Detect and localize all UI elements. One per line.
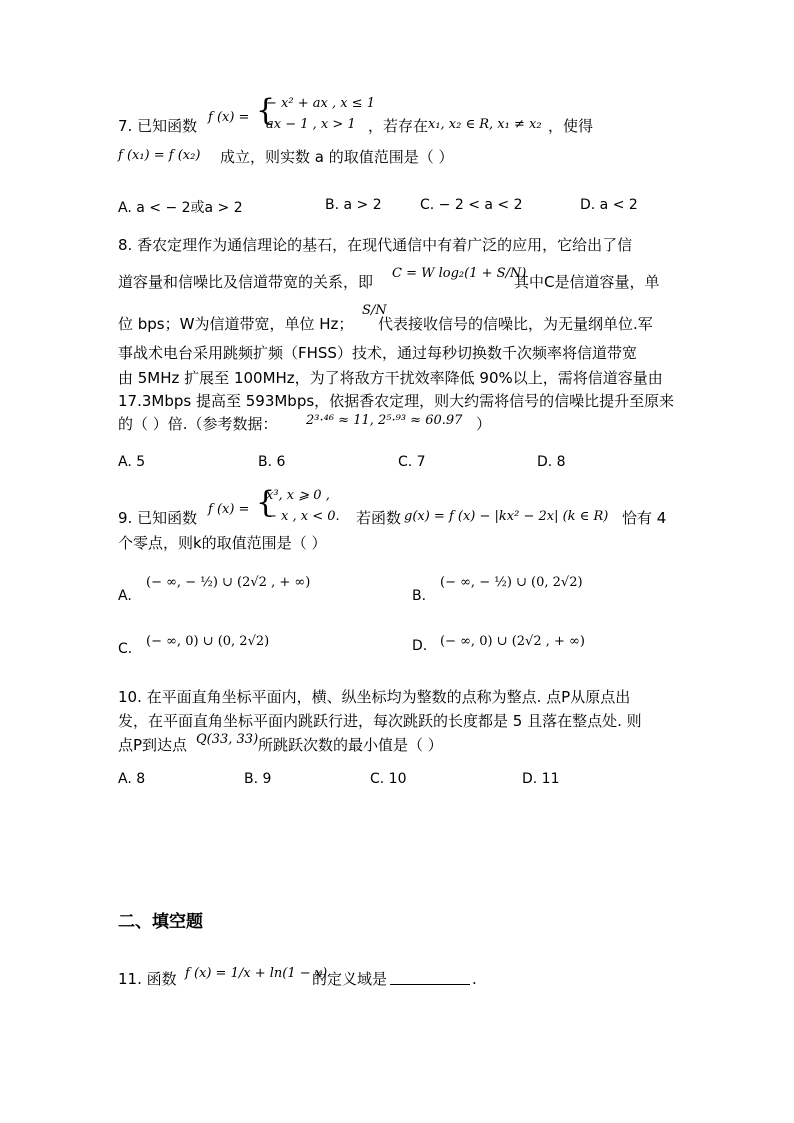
q11-lead: 11. 函数 bbox=[118, 970, 177, 988]
q7-tail: ，使得 bbox=[548, 117, 594, 135]
q7-case1: − x² + ax , x ≤ 1 bbox=[266, 96, 375, 111]
q9-lead: 9. 已知函数 bbox=[118, 509, 198, 527]
q9-mid: 若函数 bbox=[356, 509, 402, 527]
section-heading: 二、填空题 bbox=[118, 912, 203, 932]
q7-option-d: D. a < 2 bbox=[580, 197, 638, 213]
q7-case2: ax − 1 , x > 1 bbox=[266, 117, 356, 132]
q7-brace: { bbox=[256, 93, 276, 128]
q9-option-a-label: A. bbox=[118, 588, 132, 604]
q9-case2: − x , x < 0. bbox=[266, 509, 340, 524]
q10-line1: 10. 在平面直角坐标平面内，横、纵坐标均为整数的点称为整点. 点P从原点出 bbox=[118, 688, 631, 706]
q9-gx: g(x) = f (x) − |kx² − 2x| (k ∈ R) bbox=[404, 509, 609, 524]
q10-option-b: B. 9 bbox=[244, 771, 272, 787]
q7-cond: x₁, x₂ ∈ R, x₁ ≠ x₂ bbox=[428, 117, 542, 132]
q10-point-q: Q(33, 33) bbox=[196, 732, 259, 747]
q8-option-b: B. 6 bbox=[258, 454, 286, 470]
q9-line2: 个零点，则k的取值范围是（ ） bbox=[118, 534, 327, 552]
q8-line2b: 其中C是信道容量，单 bbox=[514, 273, 660, 291]
q7-eq: f (x₁) = f (x₂) bbox=[118, 148, 201, 163]
q7-lead: 7. 已知函数 bbox=[118, 117, 198, 135]
q8-line7b: ） bbox=[476, 415, 492, 433]
q10-line3b: 所跳跃次数的最小值是（ ） bbox=[258, 736, 443, 754]
q9-brace: { bbox=[256, 485, 276, 520]
q9-option-c-label: C. bbox=[118, 641, 133, 657]
q8-line6: 17.3Mbps 提高至 593Mbps，依据香农定理，则大约需将信号的信噪比提升至原来 bbox=[118, 392, 675, 410]
q8-ref: 2³·⁴⁶ ≈ 11, 2⁵·⁹³ ≈ 60.97 bbox=[306, 413, 463, 428]
q8-line7a: 的（ ）倍.（参考数据： bbox=[118, 415, 278, 433]
q9-tail: 恰有 4 bbox=[622, 509, 667, 527]
q7-option-a: A. a < − 2或a > 2 bbox=[118, 200, 243, 216]
q8-option-c: C. 7 bbox=[398, 454, 426, 470]
q9-option-b: (− ∞, − ½) ∪ (0, 2√2) bbox=[440, 575, 583, 590]
q9-option-a: (− ∞, − ½) ∪ (2√2 , + ∞) bbox=[146, 575, 311, 590]
q11-end: . bbox=[472, 970, 477, 988]
q11-tail: 的定义域是 bbox=[312, 970, 388, 988]
q9-option-d-label: D. bbox=[412, 638, 428, 654]
q8-option-d: D. 8 bbox=[537, 454, 566, 470]
q9-fx: f (x) = bbox=[208, 502, 250, 517]
q9-option-b-label: B. bbox=[412, 588, 427, 604]
q8-line3b: 代表接收信号的信噪比，为无量纲单位.军 bbox=[378, 315, 653, 333]
q11-answer-blank[interactable] bbox=[390, 970, 470, 989]
q9-case1: x³, x ⩾ 0 , bbox=[266, 488, 330, 503]
q7-line2: 成立，则实数 a 的取值范围是（ ） bbox=[220, 148, 454, 166]
q8-line1: 8. 香农定理作为通信理论的基石，在现代通信中有着广泛的应用，它给出了信 bbox=[118, 236, 633, 254]
q7-fx: f (x) = bbox=[208, 110, 250, 125]
q7-mid: ，若存在 bbox=[368, 117, 429, 135]
q10-option-d: D. 11 bbox=[522, 771, 560, 787]
q11-formula: f (x) = 1/x + ln(1 − x) bbox=[185, 966, 328, 981]
q8-formula: C = W log₂(1 + S/N) bbox=[392, 266, 527, 281]
q7-option-b: B. a > 2 bbox=[325, 197, 382, 213]
q8-option-a: A. 5 bbox=[118, 454, 146, 470]
q8-line2a: 道容量和信噪比及信道带宽的关系，即 bbox=[118, 273, 374, 291]
q8-line5: 由 5MHz 扩展至 100MHz，为了将敌方干扰效率降低 90%以上，需将信道容量由 bbox=[118, 369, 663, 387]
q9-option-c: (− ∞, 0) ∪ (0, 2√2) bbox=[146, 634, 270, 649]
q10-option-a: A. 8 bbox=[118, 771, 146, 787]
q8-line4: 事战术电台采用跳频扩频（FHSS）技术，通过每秒切换数千次频率将信道带宽 bbox=[118, 344, 637, 362]
q10-line3a: 点P到达点 bbox=[118, 736, 188, 754]
q10-option-c: C. 10 bbox=[370, 771, 407, 787]
q10-line2: 发，在平面直角坐标平面内跳跃行进，每次跳跃的长度都是 5 且落在整点处. 则 bbox=[118, 712, 642, 730]
q8-sn: S/N bbox=[362, 303, 387, 318]
q8-line3a: 位 bps；W为信道带宽，单位 Hz； bbox=[118, 315, 354, 333]
q7-option-c: C. − 2 < a < 2 bbox=[420, 197, 523, 213]
q9-option-d: (− ∞, 0) ∪ (2√2 , + ∞) bbox=[440, 634, 585, 649]
